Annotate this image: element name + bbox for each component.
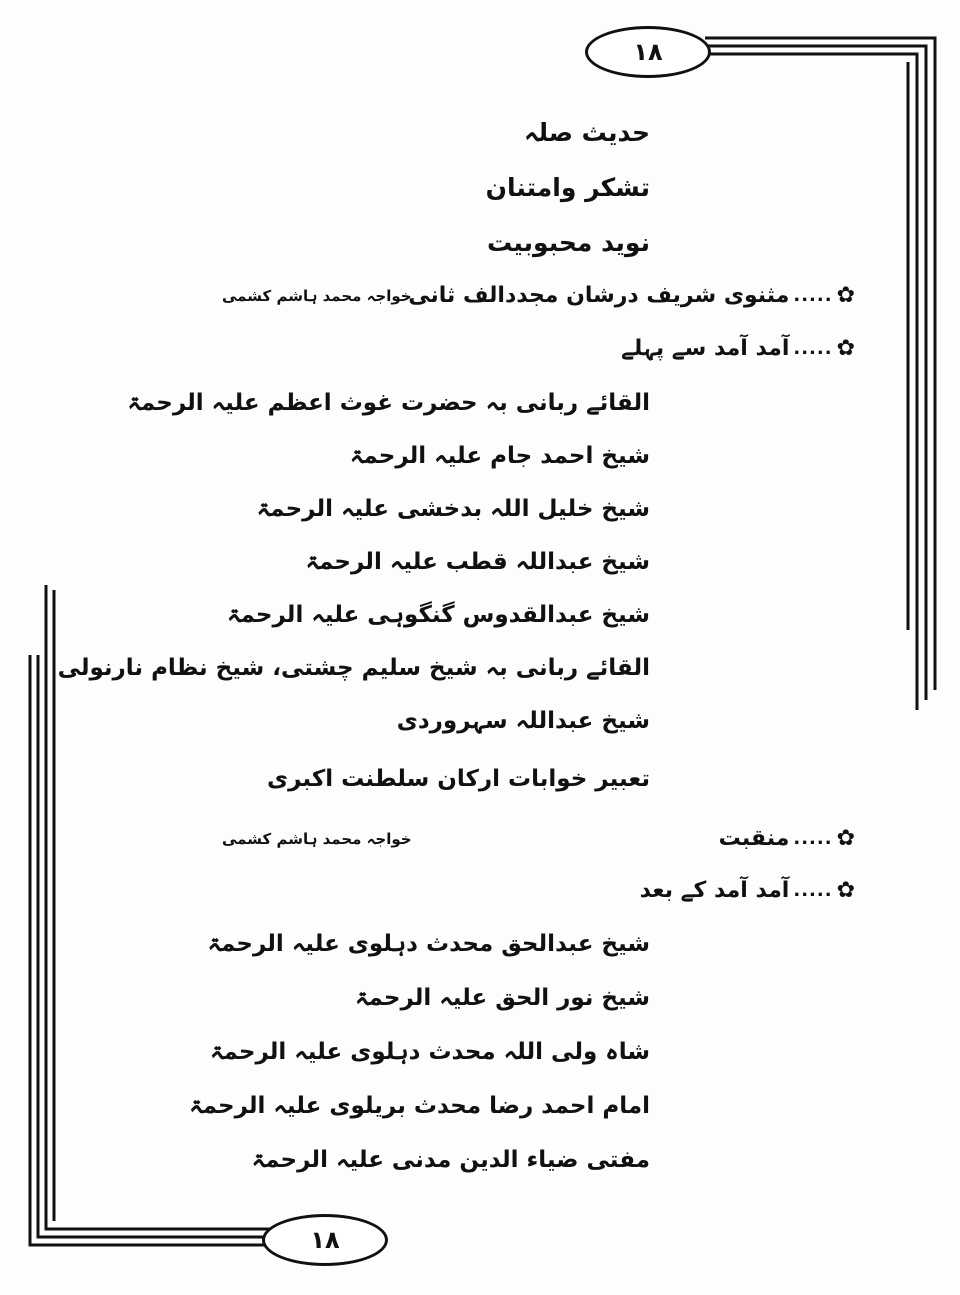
heading-item-1: حدیث صلہ — [523, 118, 650, 147]
page-number-top-text: ١٨ — [633, 38, 663, 66]
flower-icon: ✿ — [836, 283, 855, 308]
manqabat-entry — [719, 828, 855, 850]
masnavi-author: خواجہ محمد ہاشم کشمی — [222, 287, 412, 305]
before-section-heading — [621, 338, 855, 360]
before-section-title: آمد آمد سے پہلے — [621, 336, 790, 361]
after-item: امام احمد رضا محدث بریلوی علیہ الرحمۃ — [189, 1093, 650, 1119]
flower-icon: ✿ — [836, 878, 855, 903]
heading-item-3: نوید محبوبیت — [486, 228, 650, 257]
after-item: شیخ عبدالحق محدث دہلوی علیہ الرحمۃ — [207, 931, 650, 957]
manqabat-author: خواجہ محمد ہاشم کشمی — [222, 830, 412, 848]
before-item: شیخ عبداللہ سہروردی — [396, 708, 650, 734]
before-item: القائے ربانی بہ حضرت غوث اعظم علیہ الرحمۃ — [127, 390, 650, 416]
before-item: القائے ربانی بہ شیخ سلیم چشتی، شیخ نظام نارنولی — [57, 655, 650, 681]
manqabat-text: منقبت — [718, 826, 790, 851]
heading-item-2: تشکر وامتنان — [485, 173, 650, 202]
before-item: شیخ عبداللہ قطب علیہ الرحمۃ — [305, 549, 650, 575]
flower-icon: ✿ — [836, 826, 855, 851]
page-number-top — [585, 26, 711, 78]
after-section-title: آمد آمد کے بعد — [639, 878, 790, 903]
after-item: مفتی ضیاء الدین مدنی علیہ الرحمۃ — [251, 1147, 650, 1173]
masnavi-entry — [408, 285, 855, 307]
dots: ..... — [793, 880, 833, 901]
before-item: تعبیر خوابات ارکان سلطنت اکبری — [267, 766, 650, 792]
before-item: شیخ احمد جام علیہ الرحمۃ — [349, 443, 650, 469]
before-item: شیخ عبدالقدوس گنگوہی علیہ الرحمۃ — [227, 602, 650, 628]
flower-icon: ✿ — [836, 336, 855, 361]
before-item: شیخ خلیل اللہ بدخشی علیہ الرحمۃ — [256, 496, 650, 522]
after-section-heading — [640, 880, 855, 902]
page-number-bottom-text: ١٨ — [310, 1226, 340, 1254]
after-item: شاہ ولی اللہ محدث دہلوی علیہ الرحمۃ — [209, 1039, 650, 1065]
masnavi-text: مثنوی شریف درشان مجددالف ثانی — [408, 283, 790, 308]
dots: ..... — [793, 338, 833, 359]
page-number-bottom — [262, 1214, 388, 1266]
dots: ..... — [793, 285, 833, 306]
dots: ..... — [793, 828, 833, 849]
after-item: شیخ نور الحق علیہ الرحمۃ — [354, 985, 650, 1011]
